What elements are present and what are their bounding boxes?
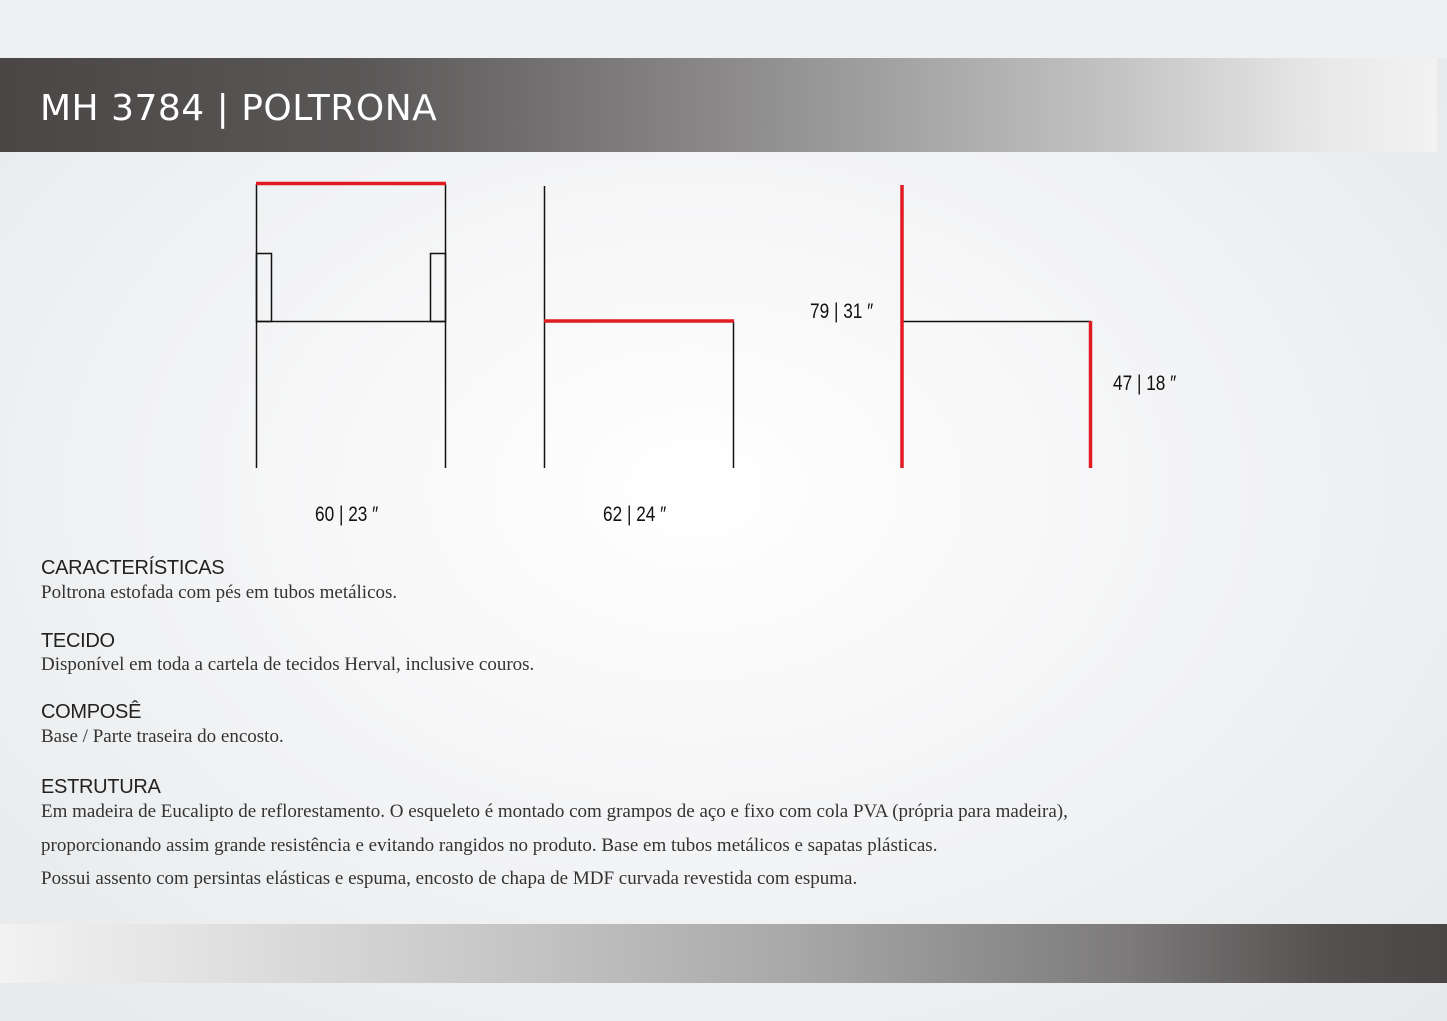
front-view-drawing — [256, 184, 446, 469]
width-dimension-label: 60 | 23 ″ — [315, 503, 379, 526]
tecido-text: Disponível em toda a cartela de tecidos Herval, inclusive couros. — [41, 654, 535, 675]
front-view-left-armrest — [257, 254, 272, 322]
footer-bar — [0, 924, 1447, 983]
height-dimension-label: 79 | 31 ″ — [810, 300, 874, 323]
composee-text: Base / Parte traseira do encosto. — [41, 726, 284, 747]
estrutura-text-line-2: proporcionando assim grande resistência e evitando rangidos no produto. Base em tubos metálicos e sapatas plásticas. — [41, 835, 938, 856]
tecido-heading: TECIDO — [41, 630, 115, 652]
caracteristicas-text: Poltrona estofada com pés em tubos metálicos. — [41, 582, 398, 603]
estrutura-heading: ESTRUTURA — [41, 776, 161, 798]
side-view-drawing — [544, 186, 734, 468]
seat-height-dimension-label: 47 | 18 ″ — [1113, 372, 1177, 395]
depth-dimension-label: 62 | 24 ″ — [603, 503, 667, 526]
height-view-drawing — [902, 185, 1091, 468]
estrutura-text-line-3: Possui assento com persintas elásticas e espuma, encosto de chapa de MDF curvada revestida com espuma. — [41, 868, 858, 889]
caracteristicas-heading: CARACTERÍSTICAS — [41, 557, 225, 579]
page-title: MH 3784 | POLTRONA — [40, 88, 438, 129]
front-view-right-armrest — [431, 254, 446, 322]
composee-heading: COMPOSÊ — [41, 701, 142, 723]
estrutura-text-line-1: Em madeira de Eucalipto de reflorestamento. O esqueleto é montado com grampos de aço e fixo com cola PVA (própria para madeira), — [41, 801, 1068, 822]
